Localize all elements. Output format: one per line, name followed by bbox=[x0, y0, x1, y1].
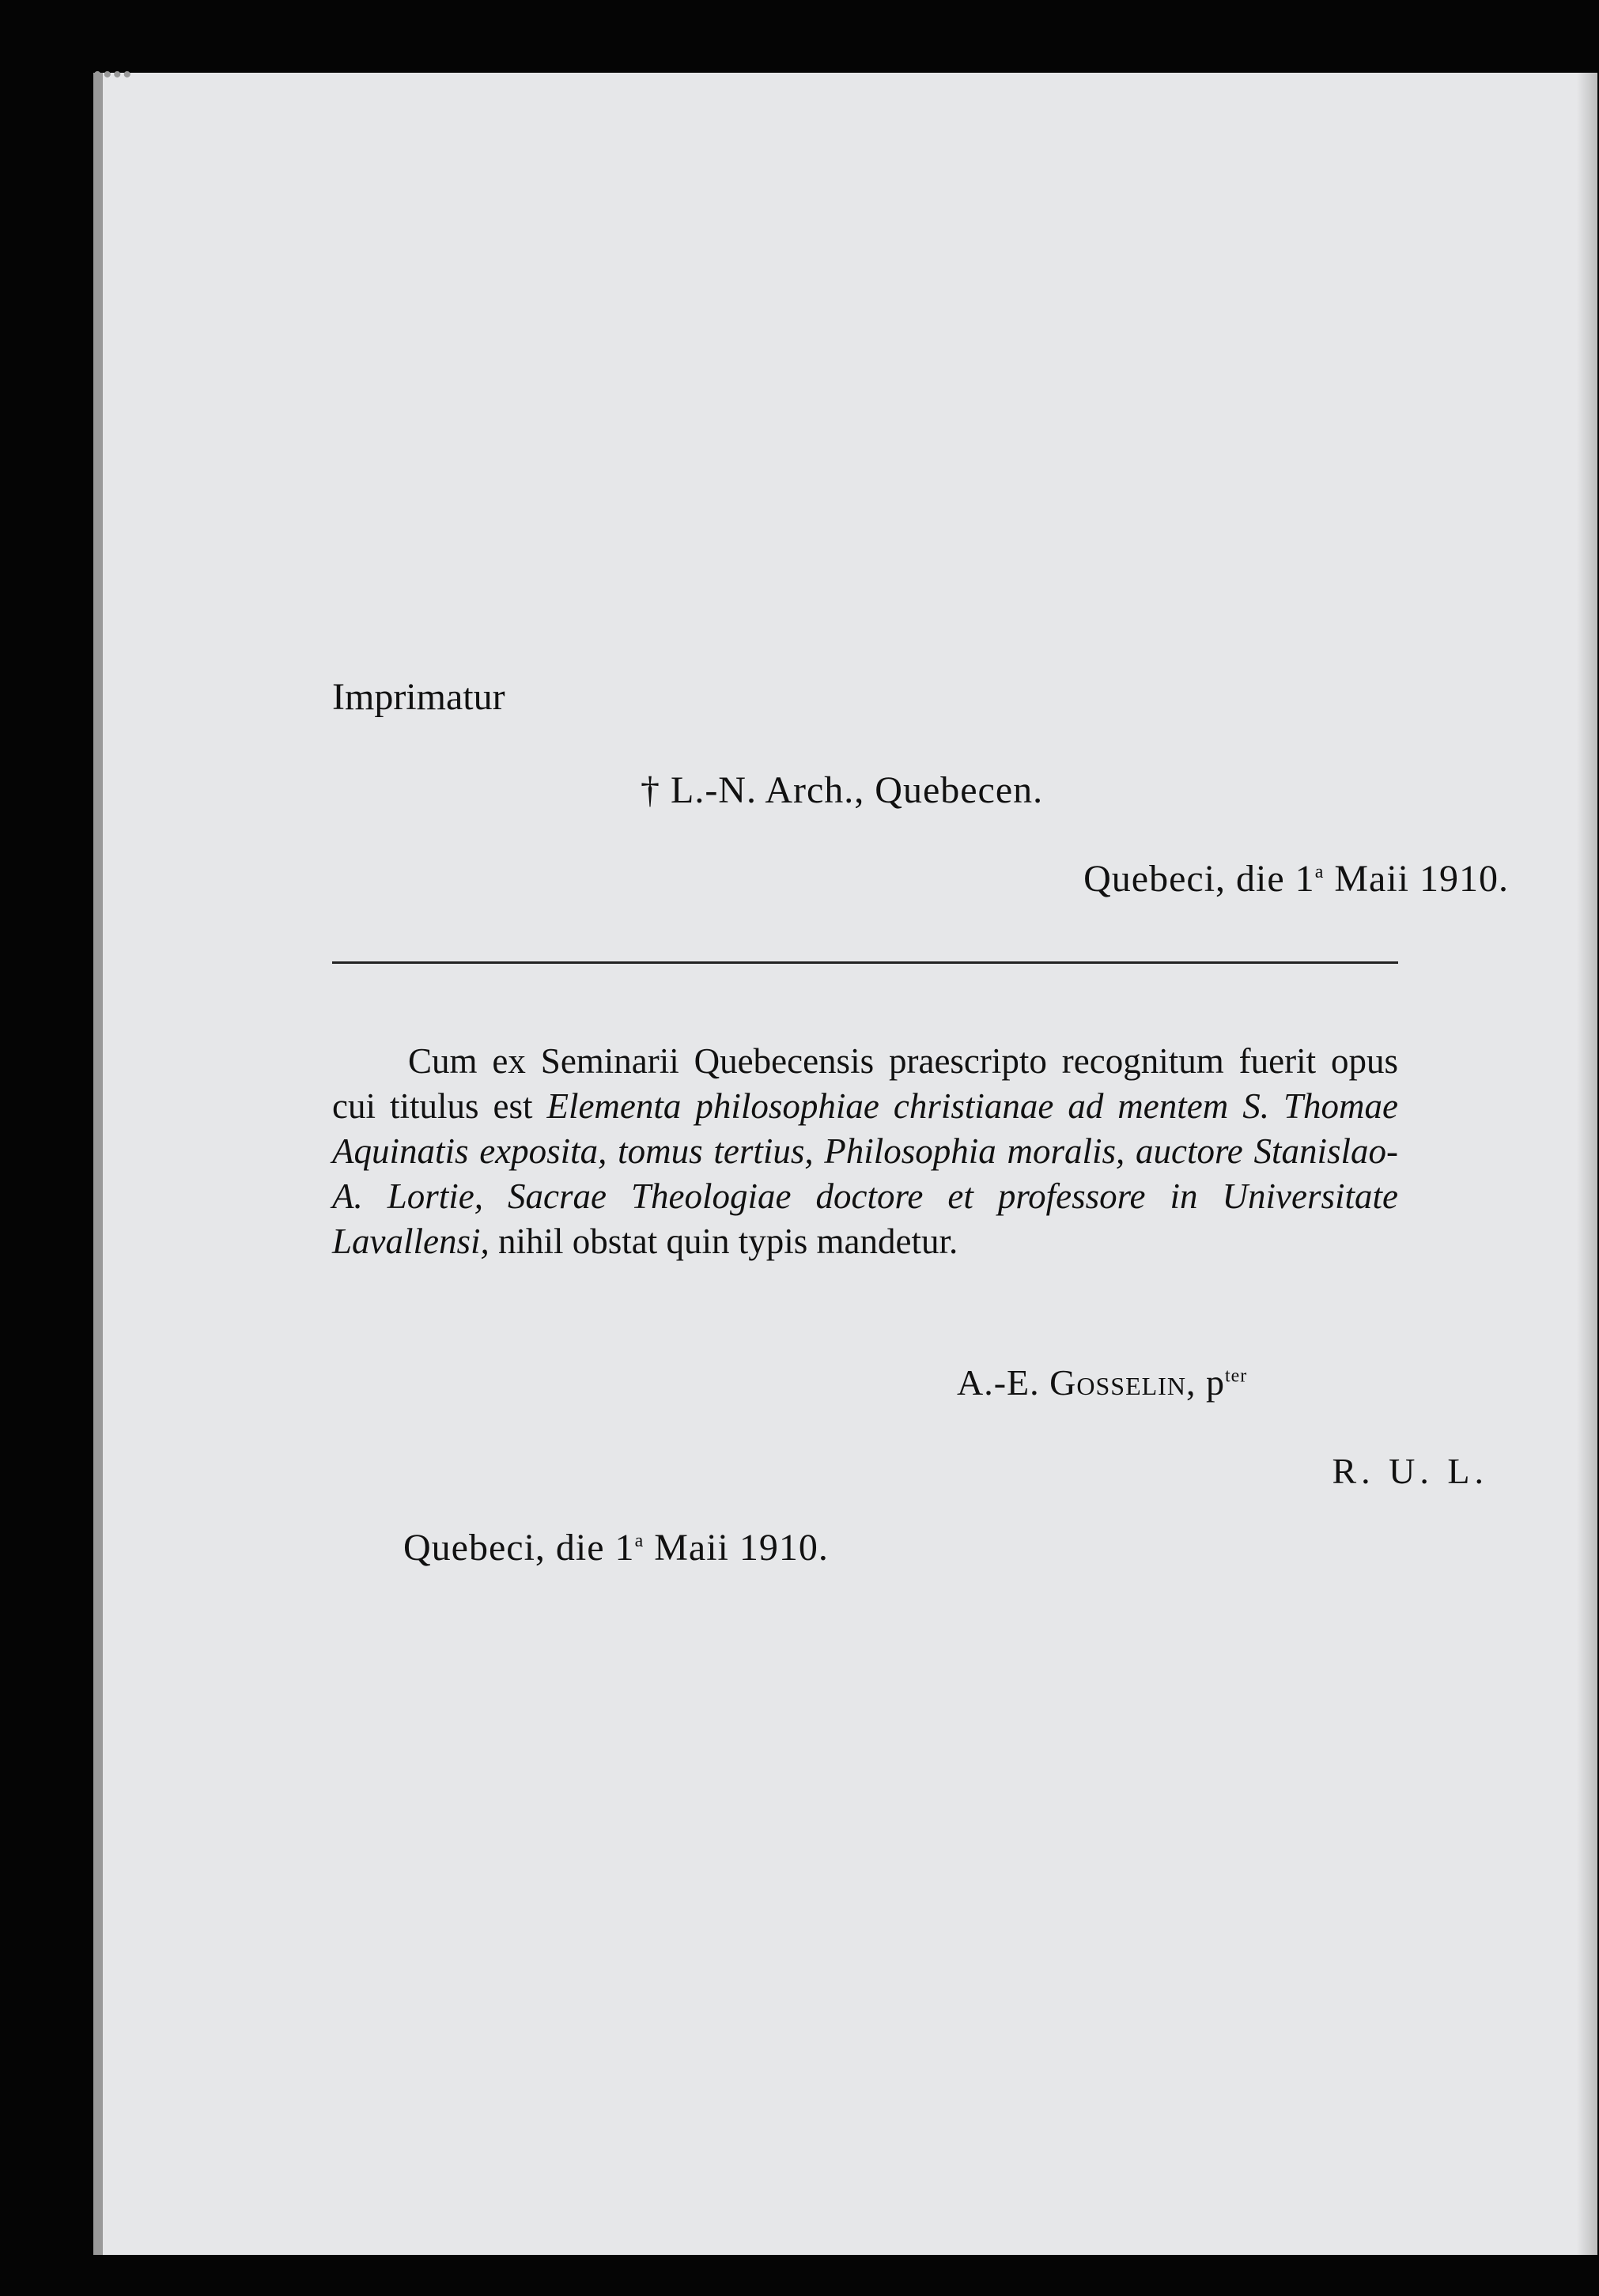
approval-text-part2: nihil obstat quin typis mandetur. bbox=[489, 1222, 958, 1261]
book-title-italic: Elementa philosophiae christianae ad mentem S. Thomae Aquinatis exposita, tomus tertius, Philosophia moralis, auctore Stanislao-A. Lortie, Sacrae Theologiae doctore et professore in Universitate Lavallensi, bbox=[332, 1086, 1398, 1261]
signer-prefix: A.-E. bbox=[957, 1362, 1050, 1403]
signer-separator: , p bbox=[1185, 1362, 1225, 1403]
document-page bbox=[93, 73, 1597, 2255]
date-line-second bbox=[403, 1526, 829, 1569]
date-prefix: Quebeci, die 1 bbox=[403, 1527, 635, 1569]
date-ordinal: a bbox=[634, 1531, 645, 1551]
date-suffix: Maii 1910. bbox=[1324, 858, 1509, 900]
approval-paragraph bbox=[332, 1039, 1398, 1264]
archbishop-signature: † L.-N. Arch., Quebecen. bbox=[641, 769, 1044, 811]
library-stamp: •••• bbox=[93, 62, 134, 88]
page-edge-shadow bbox=[1577, 73, 1597, 2255]
date-ordinal: a bbox=[1314, 862, 1325, 882]
approval-text-part1: Cum ex Seminarii Quebecensis praescripto recognitum fuerit opus cui titulus est bbox=[332, 1041, 1398, 1126]
date-suffix: Maii 1910. bbox=[644, 1527, 829, 1569]
rul-abbreviation: R. U. L. bbox=[1332, 1451, 1488, 1491]
horizontal-rule bbox=[332, 961, 1398, 964]
signer-surname: Gosselin bbox=[1049, 1362, 1186, 1403]
date-prefix: Quebeci, die 1 bbox=[1083, 858, 1315, 900]
signer-title-sup: ter bbox=[1224, 1365, 1248, 1387]
imprimatur-heading: Imprimatur bbox=[332, 676, 505, 718]
date-line-first bbox=[1083, 857, 1509, 901]
censor-signature bbox=[957, 1361, 1247, 1403]
